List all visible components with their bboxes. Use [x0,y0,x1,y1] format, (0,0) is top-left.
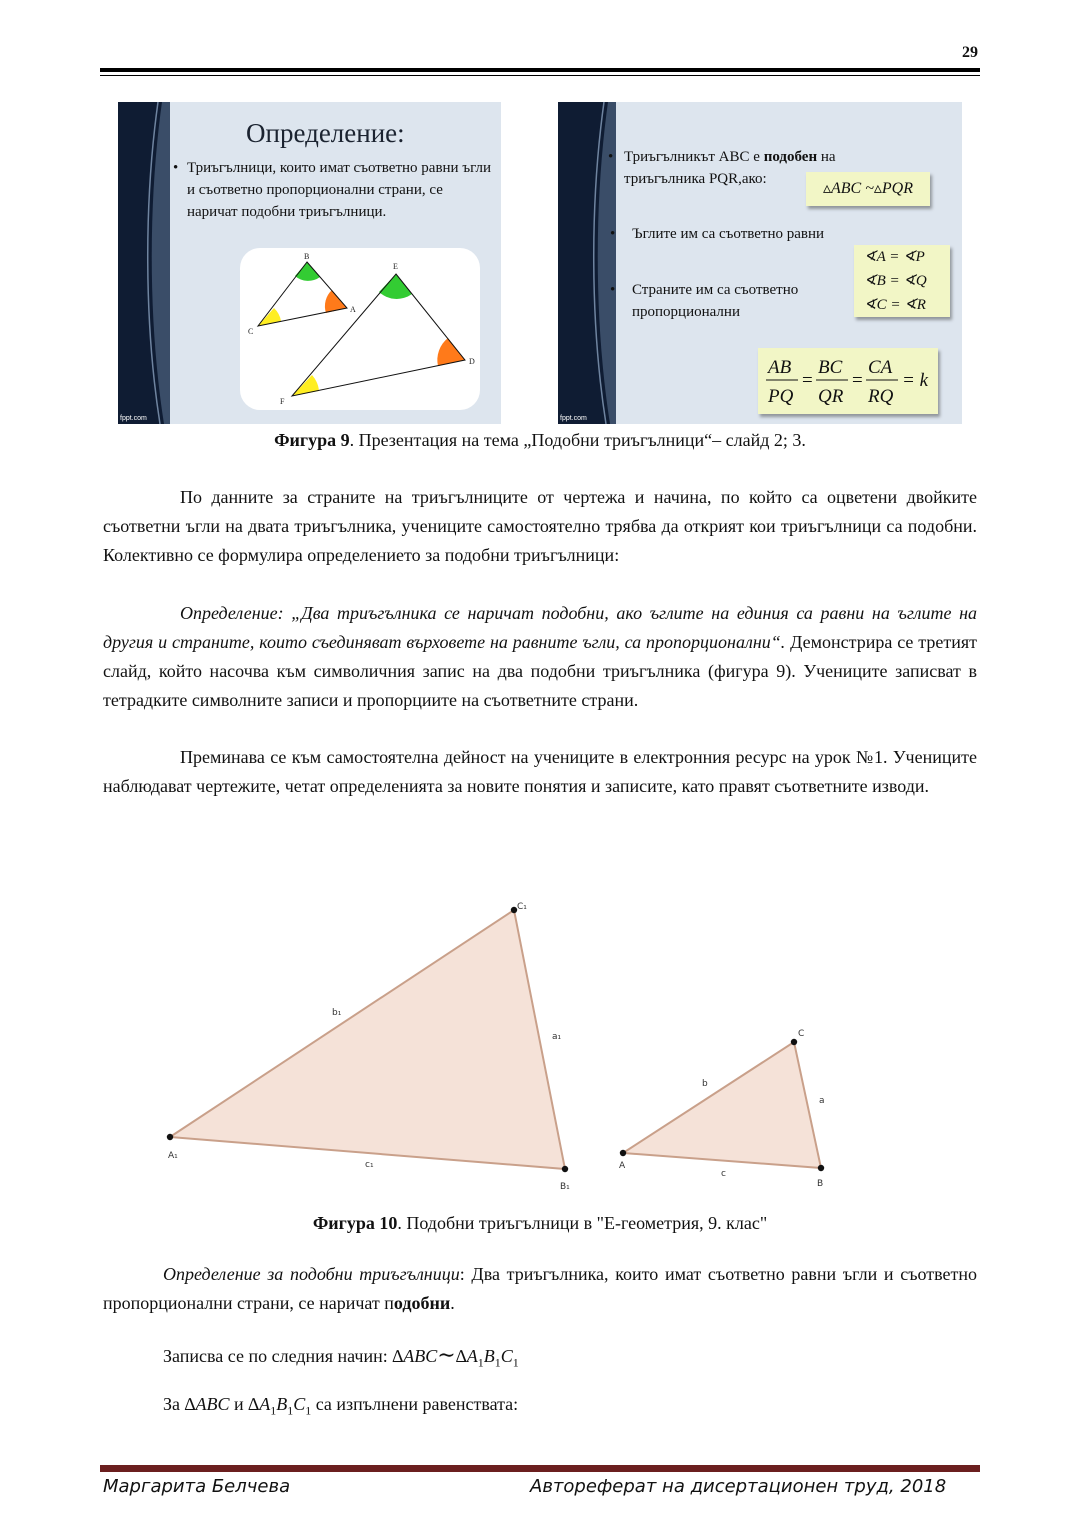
label-c: C [798,1029,805,1039]
header-rule-thin [100,75,980,76]
small-triangle [623,1042,821,1168]
subscript: 1 [477,1355,484,1370]
eq-abc: ABC [195,1394,230,1414]
ratio-equation [758,348,938,414]
notation-line [163,1340,963,1378]
eq-post: са изпълнени равенствата: [311,1394,519,1414]
definition-paragraph [103,1260,977,1318]
subscript: 1 [287,1403,294,1418]
vertex-f: F [280,397,285,406]
page-number: 29 [962,44,978,61]
eq-b: B [276,1394,288,1414]
caption-label: Фигура 10 [312,1213,398,1233]
ratio-num-2: BC [818,357,843,378]
vertex-b: B [304,252,310,261]
vertex-c: C [248,327,254,336]
slide-3 [558,102,962,424]
angle-e-green [379,274,412,299]
vertex-e: E [393,262,398,271]
footer-rule [100,1465,980,1472]
label-a: A [619,1161,626,1171]
paragraph-2 [103,599,977,715]
paragraph-3: Преминава се към самостоятелна дейност на учениците в електронния ресурс на урок №1. Учениците наблюдават чертежите, четат определенията за новите понятия и записите, като правят съответните изводи. [103,747,977,796]
caption-label: Фигура 9 [274,430,350,450]
label-a1: A₁ [168,1151,178,1161]
sides-statement-line2: пропорционални [632,304,740,320]
equals: = [852,370,863,391]
vertex-a: A [350,305,356,314]
ratio-formula [758,348,938,414]
caption-text: . Презентация на тема „Подобни триъгълници“– слайд 2; 3. [349,430,806,450]
label-side-c1: c₁ [365,1160,374,1170]
formula-a: ∆A [455,1346,478,1366]
figure-9-caption [0,430,1080,451]
notation-text: Записва се по следния начин: [163,1346,393,1366]
ratio-num-3: CA [868,357,893,378]
bullet: • [608,149,614,165]
slide-definition-text: Триъгълници, които имат съответно равни ъгли и съответно пропорционални страни, се наричат подобни триъгълници. [187,160,491,220]
triangles-image [240,248,480,410]
definition-end: . [450,1293,455,1313]
label-side-a: a [819,1096,825,1106]
definition-italic: Определение: „Два триъгълника се наричат подобни, ако ъглите на единия са равни на ъглите на другия и страните, които съединяват върховете на равните ъгли, са пропорционални“. [103,603,977,652]
similarity-statement-line1 [624,146,836,168]
ratio-num-1: AB [768,357,792,378]
definition-text: : Два триъгълника, които имат съответно равни ъгли и съответно пропорционални страни, се наричат п [103,1264,978,1313]
label-side-c: c [721,1169,726,1179]
label-b1: B₁ [560,1182,570,1192]
angle-eq-a: ∢A = ∢P [864,249,925,265]
label-c1: C₁ [517,902,527,912]
text: Триъгълникът ABC е [624,149,764,165]
equalities-line [163,1390,963,1426]
definition-label: Определение за подобни триъгълници [163,1264,460,1284]
slide-2 [118,102,501,424]
paragraph-1: По данните за страните на триъгълниците от чертежа и начина, по който са оцветени двойките съответни ъгли на двата триъгълника, учениците самостоятелно трябва да открият кои триъгълници са подобни. Колективно се формулира определението за подобни триъгълници: [103,487,977,565]
formula-c: C [500,1346,513,1366]
big-triangle [170,910,565,1169]
subscript: 1 [494,1355,501,1370]
bold-text: подобен [763,149,818,165]
ratio-den-2: QR [818,386,844,407]
figure-10-triangles [150,893,850,1193]
label-side-a1: a₁ [552,1032,562,1042]
angles-statement: Ъглите им са съответно равни [632,226,825,242]
similar-triangles-diagram [240,248,480,410]
angle-a-orange [325,290,347,313]
eq-and: и ∆ [229,1394,260,1414]
angle-equalities [854,245,950,317]
figure-10-caption [0,1213,1080,1234]
formula-abc: ∆ABC [392,1346,438,1366]
slide-band [118,102,170,424]
subscript: 1 [270,1403,277,1418]
ratio-den-3: RQ [868,386,894,407]
footer-title: Автореферат на дисертационен труд, 2018 [530,1476,947,1497]
similarity-statement-line2: триъгълника PQR,ако: [624,171,767,187]
paragraph-2-text: Демонстрира се третият слайд, който насочва към символичния запис на два подобни триъгълника (фигура 9). Учениците записват в тетрадките символните записи и пропорциите на съответните страни. [103,632,977,710]
eq-a: A [259,1394,271,1414]
subscript: 1 [305,1403,312,1418]
ratio-den-1: PQ [768,386,794,407]
bullet: • [610,282,616,298]
angle-b-green [295,262,320,281]
definition-bold: одобни [393,1293,451,1313]
text: на [817,149,836,165]
label-b: B [817,1179,824,1189]
slide-watermark: fppt.com [120,415,147,422]
eq-pre: За ∆ [163,1394,196,1414]
subscript: 1 [512,1355,519,1370]
similarity-symbol: ∼ [437,1342,456,1367]
similarity-formula: ▵ABC ~▵PQR [806,172,930,206]
sides-statement-line1: Страните им са съответно [632,282,799,298]
slide-definition [173,157,493,223]
label-side-b: b [702,1079,708,1089]
formula-b: B [483,1346,495,1366]
footer-author: Маргарита Белчева [103,1476,291,1497]
slide-watermark: fppt.com [560,415,587,422]
angle-eq-c: ∢C = ∢R [864,297,926,313]
header-rule-thick [100,68,980,72]
bullet: • [610,226,616,242]
caption-text: . Подобни триъгълници в "Е-геометрия, 9. клас" [397,1213,768,1233]
eq-c: C [293,1394,306,1414]
vertex-d: D [469,357,475,366]
angle-eq-b: ∢B = ∢Q [864,273,927,289]
equals: = [802,370,813,391]
bullet: • [173,160,179,176]
big-triangle [292,274,465,396]
ratio-k: = k [902,370,929,391]
label-side-b1: b₁ [332,1008,342,1018]
slide-title: Определение: [246,118,405,148]
